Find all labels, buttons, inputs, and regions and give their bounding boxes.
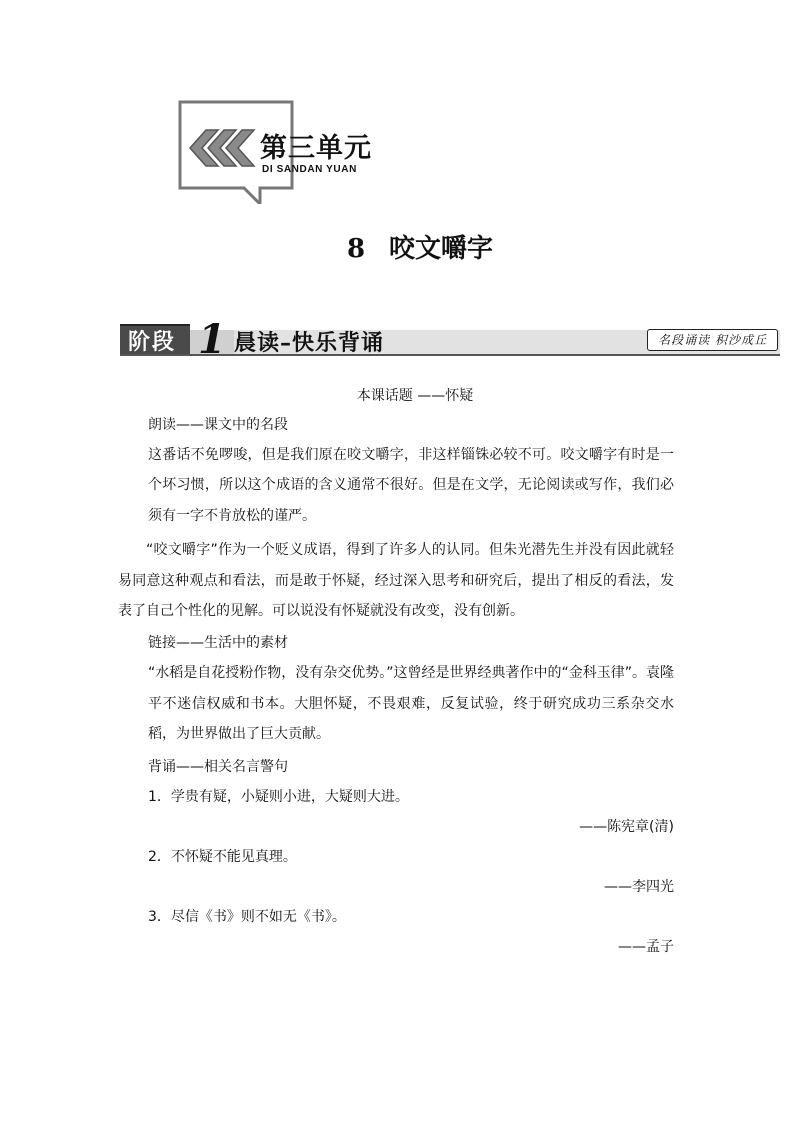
topic-line: 本课话题 ——怀疑 [356,388,474,404]
unit-title: 第三单元 [260,133,372,164]
reading-paragraph-1: 这番话不免啰唆，但是我们原在咬文嚼字，非这样锱铢必较不可。咬文嚼字有时是一个坏习惯，所以这个成语的含义通常不很好。但是在文学，无论阅读或写作，我们必须有一字不肯放松的谨严。 [148,447,674,524]
quote-source: ——陈宪章(清) [579,818,674,835]
lesson-content [118,382,675,962]
stage-label: 阶段 [128,329,177,355]
reading-heading: 朗读——课文中的名段 [148,417,288,433]
stage-banner [120,316,780,363]
lesson-name: 咬文嚼字 [389,234,494,264]
recite-heading: 背诵——相关名言警句 [148,758,288,775]
unit-header [178,100,394,204]
link-heading: 链接——生活中的素材 [148,635,288,652]
stage-badge: 名段诵读 积沙成丘 [647,329,778,351]
stage-number: 1 [198,316,226,363]
quote-item: 2．不怀疑不能见真理。 [148,848,297,865]
quote-item: 3．尽信《书》则不如无《书》。 [148,908,346,925]
lesson-title [0,228,794,265]
unit-subtitle: DI SANDAN YUAN [262,164,357,175]
quote-source: ——李四光 [604,878,674,895]
quote-source: ——孟子 [618,938,674,955]
quote-item: 1．学贵有疑，小疑则小进，大疑则大进。 [148,788,409,805]
reading-paragraph-2: “咬文嚼字”作为一个贬义成语，得到了许多人的认同。但朱光潜先生并没有因此就轻易同意这种观点和看法，而是敢于怀疑，经过深入思考和研究后，提出了相反的看法，发表了自己个性化的见解。可以说没有怀疑就没有改变，没有创新。 [118,542,674,620]
stage-title: 晨读–快乐背诵 [234,330,385,356]
lesson-number: 8 [346,234,366,264]
link-paragraph: “水稻是自花授粉作物，没有杂交优势。”这曾经是世界经典著作中的“金科玉律”。袁隆平不迷信权威和书本。大胆怀疑，不畏艰难，反复试验，终于研究成功三系杂交水稻，为世界做出了巨大贡献。 [148,665,675,743]
